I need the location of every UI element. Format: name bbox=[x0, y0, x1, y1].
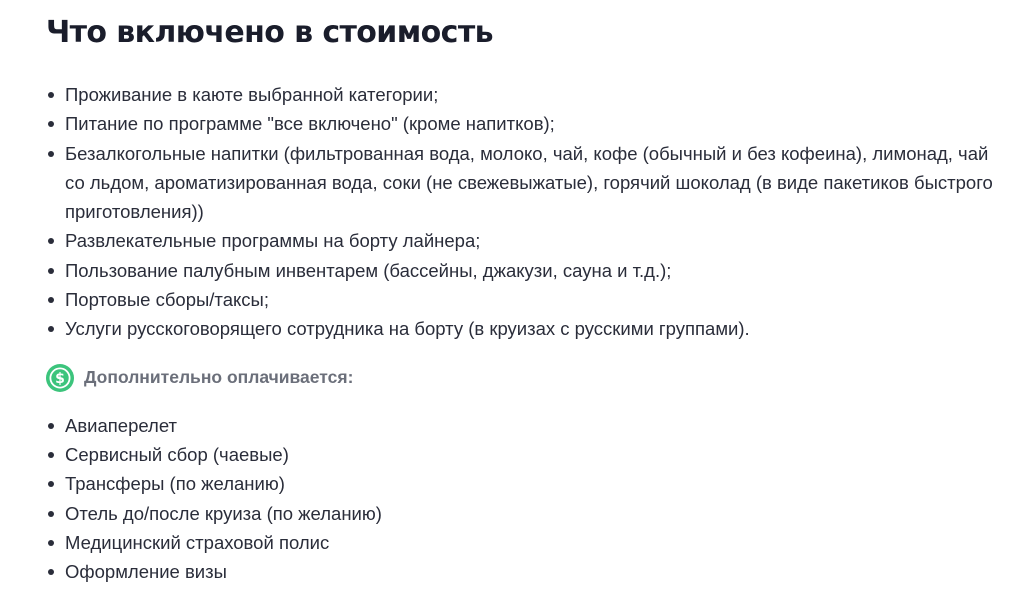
bullet-icon bbox=[48, 452, 54, 458]
svg-text:$: $ bbox=[55, 370, 65, 387]
list-item-text: Безалкогольные напитки (фильтрованная вода, молоко, чай, кофе (обычный и без кофеина), лимонад, чай со льдом, ароматизированная вода, соки (не свежевыжатые), горячий шоколад (в виде пакетиков быстрого приготовления)) bbox=[65, 142, 993, 223]
bullet-icon bbox=[48, 511, 54, 517]
bullet-icon bbox=[48, 238, 54, 244]
list-item bbox=[46, 314, 995, 343]
list-item bbox=[46, 226, 995, 255]
bullet-icon bbox=[48, 268, 54, 274]
bullet-icon bbox=[48, 326, 54, 332]
bullet-icon bbox=[48, 423, 54, 429]
list-item-text: Портовые сборы/таксы; bbox=[65, 289, 269, 311]
list-item-text: Питание по программе "все включено" (кроме напитков); bbox=[65, 113, 555, 135]
list-item-text: Пользование палубным инвентарем (бассейны, джакузи, сауна и т.д.); bbox=[65, 259, 672, 281]
bullet-icon bbox=[48, 569, 54, 575]
list-item bbox=[46, 109, 995, 138]
bullet-icon bbox=[48, 540, 54, 546]
list-item-text: Услуги русскоговорящего сотрудника на борту (в круизах с русскими группами). bbox=[65, 318, 750, 340]
list-item-text: Медицинский страховой полис bbox=[65, 531, 330, 553]
list-item-text: Отель до/после круиза (по желанию) bbox=[65, 502, 382, 524]
list-item-text: Сервисный сбор (чаевые) bbox=[65, 443, 289, 465]
bullet-icon bbox=[48, 297, 54, 303]
list-item-text: Трансферы (по желанию) bbox=[65, 473, 285, 495]
list-item bbox=[46, 469, 995, 498]
list-item bbox=[46, 285, 995, 314]
section-title: Что включено в стоимость bbox=[46, 15, 493, 50]
extra-cost-label: Дополнительно оплачивается: bbox=[84, 367, 354, 388]
dollar-coin-icon bbox=[46, 364, 74, 392]
bullet-icon bbox=[48, 151, 54, 157]
list-item bbox=[46, 139, 995, 227]
extra-cost-heading bbox=[46, 363, 1024, 393]
paid-list bbox=[46, 411, 1024, 587]
list-item bbox=[46, 440, 995, 469]
included-list bbox=[46, 80, 1024, 344]
bullet-icon bbox=[48, 481, 54, 487]
list-item bbox=[46, 411, 995, 440]
list-item bbox=[46, 499, 995, 528]
list-item-text: Авиаперелет bbox=[65, 414, 178, 436]
bullet-icon bbox=[48, 92, 54, 98]
list-item bbox=[46, 80, 995, 109]
list-item-text: Развлекательные программы на борту лайнера; bbox=[65, 230, 481, 252]
list-item-text: Оформление визы bbox=[65, 561, 227, 583]
list-item-text: Проживание в каюте выбранной категории; bbox=[65, 84, 439, 105]
list-item bbox=[46, 256, 995, 285]
bullet-icon bbox=[48, 121, 54, 127]
list-item bbox=[46, 528, 995, 557]
list-item bbox=[46, 557, 995, 586]
